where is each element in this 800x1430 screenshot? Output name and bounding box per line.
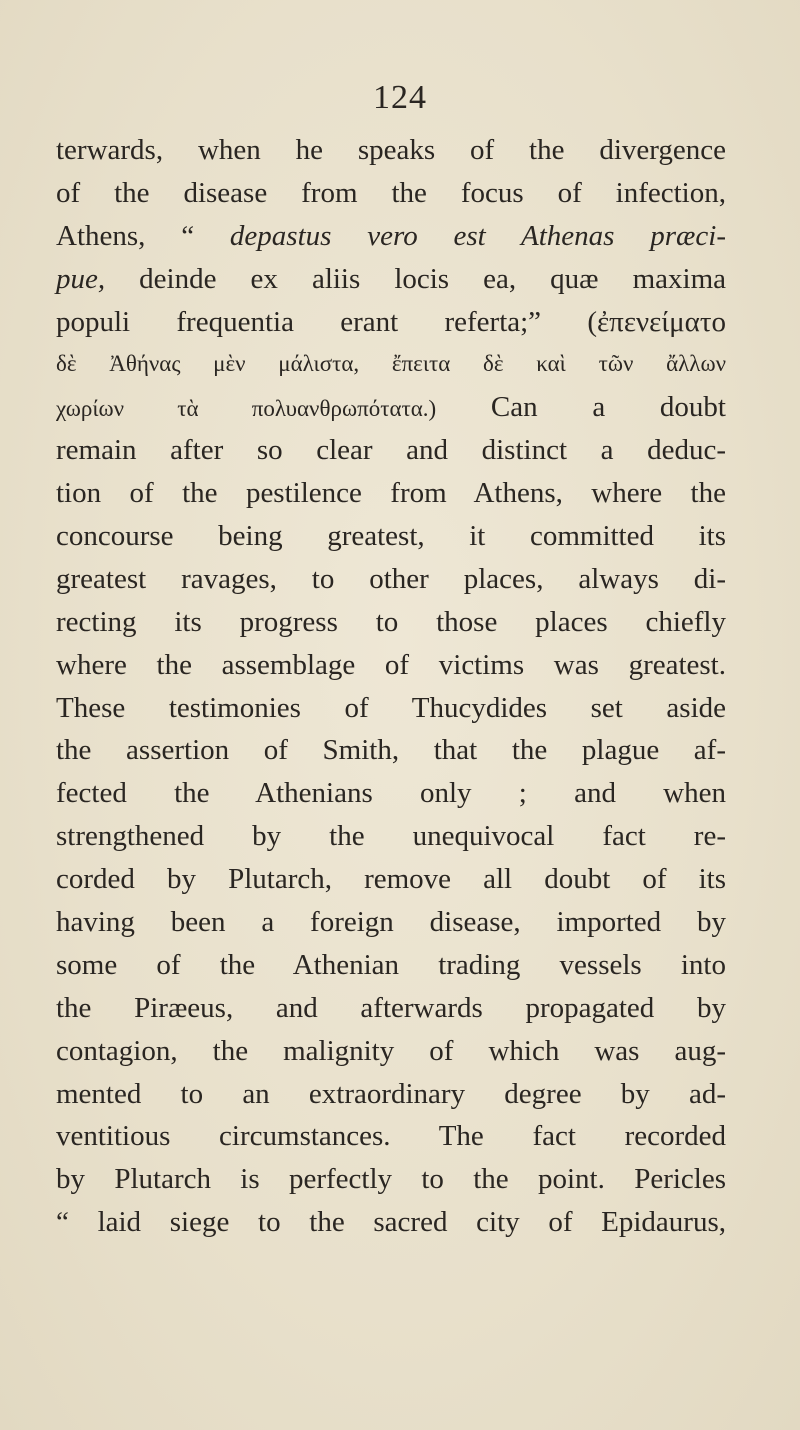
text-line — [56, 1073, 726, 1116]
text-segment: contagion, the malignity of which was aug- — [56, 1034, 726, 1067]
text-segment: χωρίων τὰ πολυανθρωπότατα.) — [56, 396, 437, 422]
text-line — [56, 1030, 726, 1073]
text-segment: mented to an extraordinary degree by ad- — [56, 1077, 726, 1110]
text-segment: recting its progress to those places chiefly — [56, 605, 726, 638]
text-line — [56, 558, 726, 601]
text-line — [56, 1201, 726, 1244]
text-segment: tion of the pestilence from Athens, where the — [56, 477, 726, 510]
text-segment: These testimonies of Thucydides set aside — [56, 691, 726, 724]
text-segment: of the disease from the focus of infection, — [56, 176, 726, 209]
text-line — [56, 1115, 726, 1158]
text-line — [56, 258, 726, 301]
text-line — [56, 301, 726, 344]
text-segment: “ laid siege to the sacred city of Epidaurus, — [56, 1206, 726, 1239]
text-line — [56, 987, 726, 1030]
text-line — [56, 429, 726, 472]
greek-text-line — [56, 343, 726, 386]
text-line — [56, 644, 726, 687]
text-segment: terwards, when he speaks of the divergence — [56, 134, 726, 166]
italic-phrase: pue, — [56, 262, 106, 295]
text-segment: the assertion of Smith, that the plague af- — [56, 734, 726, 767]
text-segment: having been a foreign disease, imported by — [56, 906, 726, 939]
text-line — [56, 687, 726, 730]
text-segment: the Piræeus, and afterwards propagated by — [56, 991, 726, 1024]
text-line — [56, 815, 726, 858]
text-segment: concourse being greatest, it committed its — [56, 520, 726, 553]
text-line — [56, 729, 726, 772]
text-line — [56, 472, 726, 515]
text-line — [56, 1158, 726, 1201]
text-line — [56, 772, 726, 815]
text-segment: by Plutarch is perfectly to the point. Pericles — [56, 1163, 726, 1196]
text-segment: fected the Athenians only ; and when — [56, 777, 726, 810]
text-segment: strengthened by the unequivocal fact re- — [56, 820, 726, 853]
text-segment: where the assemblage of victims was greatest. — [56, 648, 726, 681]
text-segment: δὲ Ἀθήνας μὲν μάλιστα, ἔπειτα δὲ καὶ τῶν ἄλλων — [56, 351, 726, 377]
text-segment: Athens, “ — [56, 219, 230, 252]
text-segment: some of the Athenian trading vessels into — [56, 948, 726, 981]
text-segment: Can a doubt — [436, 391, 726, 424]
italic-phrase: depastus vero est Athenas præci- — [229, 219, 726, 252]
text-line — [56, 215, 726, 258]
greek-text-line — [56, 386, 726, 429]
page-number: 124 — [373, 79, 427, 116]
body-text — [56, 129, 726, 1244]
text-line — [56, 944, 726, 987]
text-line — [56, 901, 726, 944]
text-segment: greatest ravages, to other places, always di- — [56, 562, 726, 595]
text-line — [56, 172, 726, 215]
text-line — [56, 515, 726, 558]
text-segment: deinde ex aliis locis ea, quæ maxima — [105, 262, 726, 295]
text-line — [56, 129, 726, 172]
text-segment: corded by Plutarch, remove all doubt of its — [56, 863, 726, 896]
text-line — [56, 601, 726, 644]
text-line — [56, 858, 726, 901]
text-segment: remain after so clear and distinct a deduc- — [56, 434, 726, 467]
text-segment: populi frequentia erant referta;” (ἐπενείματο — [56, 305, 726, 338]
text-segment: ventitious circumstances. The fact recorded — [56, 1120, 726, 1153]
